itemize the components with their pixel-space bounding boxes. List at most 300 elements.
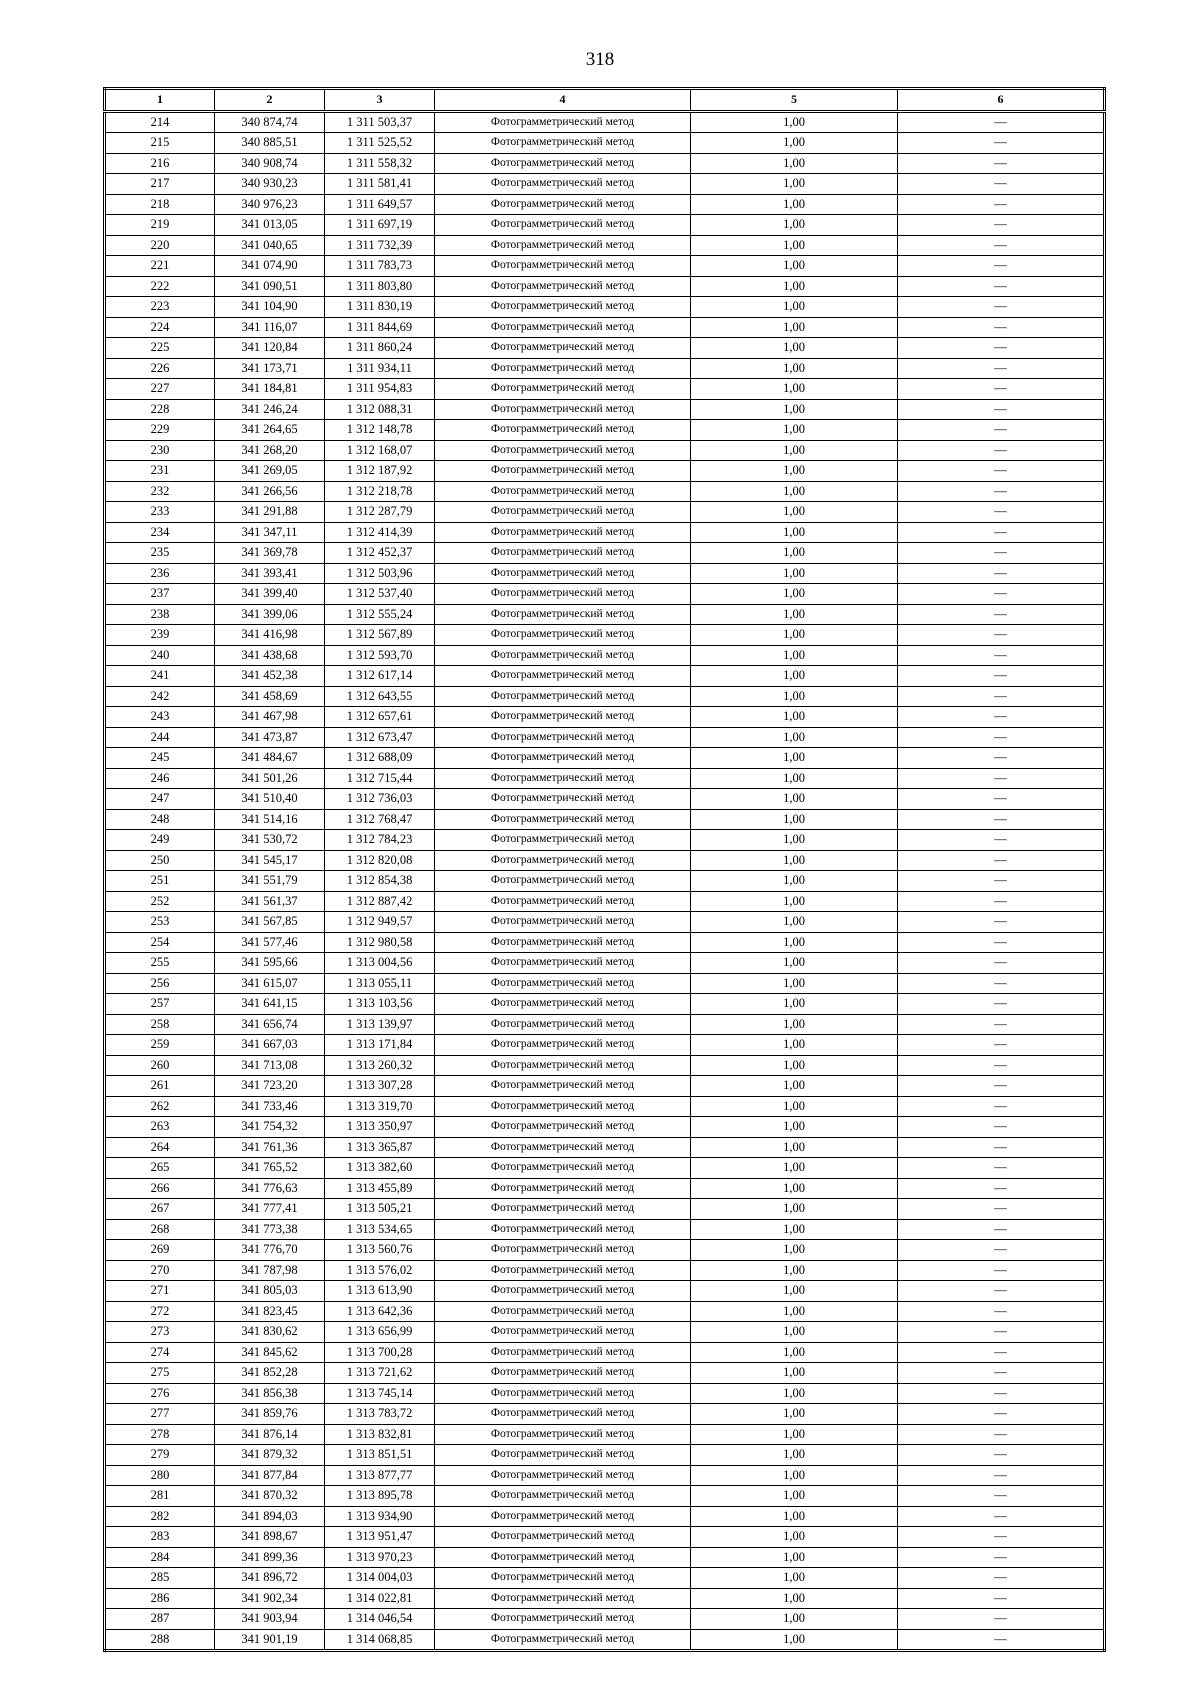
point-number-cell: 228 — [105, 399, 215, 420]
point-number-cell: 272 — [105, 1301, 215, 1322]
method-cell: Фотограмметрический метод — [435, 1363, 691, 1384]
coordinate-x-cell: 341 416,98 — [215, 625, 325, 646]
note-cell: — — [898, 1527, 1105, 1548]
note-cell: — — [898, 1588, 1105, 1609]
point-number-cell: 262 — [105, 1096, 215, 1117]
method-cell: Фотограмметрический метод — [435, 871, 691, 892]
accuracy-cell: 1,00 — [691, 235, 898, 256]
table-row — [105, 461, 1105, 482]
note-cell: — — [898, 133, 1105, 154]
point-number-cell: 214 — [105, 111, 215, 133]
coordinate-x-cell: 341 399,06 — [215, 604, 325, 625]
accuracy-cell: 1,00 — [691, 317, 898, 338]
point-number-cell: 255 — [105, 953, 215, 974]
coordinate-x-cell: 341 879,32 — [215, 1445, 325, 1466]
note-cell: — — [898, 276, 1105, 297]
accuracy-cell: 1,00 — [691, 1445, 898, 1466]
table-row — [105, 1527, 1105, 1548]
coordinate-y-cell: 1 313 783,72 — [325, 1404, 435, 1425]
coordinate-x-cell: 341 173,71 — [215, 358, 325, 379]
method-cell: Фотограмметрический метод — [435, 912, 691, 933]
coordinate-x-cell: 341 761,36 — [215, 1137, 325, 1158]
method-cell: Фотограмметрический метод — [435, 1547, 691, 1568]
accuracy-cell: 1,00 — [691, 194, 898, 215]
accuracy-cell: 1,00 — [691, 768, 898, 789]
coordinate-x-cell: 341 823,45 — [215, 1301, 325, 1322]
accuracy-cell: 1,00 — [691, 1547, 898, 1568]
point-number-cell: 254 — [105, 932, 215, 953]
accuracy-cell: 1,00 — [691, 686, 898, 707]
coordinate-x-cell: 340 976,23 — [215, 194, 325, 215]
coordinate-y-cell: 1 312 537,40 — [325, 584, 435, 605]
point-number-cell: 280 — [105, 1465, 215, 1486]
method-cell: Фотограмметрический метод — [435, 1445, 691, 1466]
table-row — [105, 1260, 1105, 1281]
method-cell: Фотограмметрический метод — [435, 235, 691, 256]
note-cell: — — [898, 645, 1105, 666]
coordinate-y-cell: 1 314 068,85 — [325, 1629, 435, 1651]
note-cell: — — [898, 522, 1105, 543]
coordinate-y-cell: 1 311 732,39 — [325, 235, 435, 256]
point-number-cell: 250 — [105, 850, 215, 871]
method-cell: Фотограмметрический метод — [435, 1588, 691, 1609]
coordinate-x-cell: 341 399,40 — [215, 584, 325, 605]
method-cell: Фотограмметрический метод — [435, 1486, 691, 1507]
coordinate-y-cell: 1 311 844,69 — [325, 317, 435, 338]
accuracy-cell: 1,00 — [691, 256, 898, 277]
coordinate-x-cell: 341 733,46 — [215, 1096, 325, 1117]
point-number-cell: 288 — [105, 1629, 215, 1651]
method-cell: Фотограмметрический метод — [435, 645, 691, 666]
table-row — [105, 502, 1105, 523]
point-number-cell: 238 — [105, 604, 215, 625]
method-cell: Фотограмметрический метод — [435, 1117, 691, 1138]
note-cell: — — [898, 666, 1105, 687]
method-cell: Фотограмметрический метод — [435, 420, 691, 441]
point-number-cell: 226 — [105, 358, 215, 379]
coordinate-x-cell: 341 484,67 — [215, 748, 325, 769]
coordinate-y-cell: 1 313 505,21 — [325, 1199, 435, 1220]
table-row — [105, 522, 1105, 543]
coordinate-y-cell: 1 313 642,36 — [325, 1301, 435, 1322]
coordinate-y-cell: 1 313 534,65 — [325, 1219, 435, 1240]
point-number-cell: 257 — [105, 994, 215, 1015]
coordinate-y-cell: 1 314 022,81 — [325, 1588, 435, 1609]
method-cell: Фотограмметрический метод — [435, 584, 691, 605]
table-row — [105, 1629, 1105, 1651]
point-number-cell: 283 — [105, 1527, 215, 1548]
note-cell: — — [898, 973, 1105, 994]
method-cell: Фотограмметрический метод — [435, 1199, 691, 1220]
coordinate-y-cell: 1 313 260,32 — [325, 1055, 435, 1076]
coordinate-x-cell: 341 845,62 — [215, 1342, 325, 1363]
accuracy-cell: 1,00 — [691, 932, 898, 953]
method-cell: Фотограмметрический метод — [435, 932, 691, 953]
coordinate-y-cell: 1 313 004,56 — [325, 953, 435, 974]
column-header-2: 2 — [215, 89, 325, 112]
note-cell: — — [898, 1383, 1105, 1404]
note-cell: — — [898, 1363, 1105, 1384]
table-row — [105, 932, 1105, 953]
coordinate-y-cell: 1 313 576,02 — [325, 1260, 435, 1281]
note-cell: — — [898, 338, 1105, 359]
accuracy-cell: 1,00 — [691, 133, 898, 154]
method-cell: Фотограмметрический метод — [435, 891, 691, 912]
point-number-cell: 275 — [105, 1363, 215, 1384]
accuracy-cell: 1,00 — [691, 1240, 898, 1261]
accuracy-cell: 1,00 — [691, 379, 898, 400]
coordinate-y-cell: 1 312 820,08 — [325, 850, 435, 871]
coordinate-y-cell: 1 312 452,37 — [325, 543, 435, 564]
note-cell: — — [898, 358, 1105, 379]
table-row — [105, 727, 1105, 748]
note-cell: — — [898, 174, 1105, 195]
coordinate-x-cell: 341 901,19 — [215, 1629, 325, 1651]
coordinate-x-cell: 341 852,28 — [215, 1363, 325, 1384]
point-number-cell: 271 — [105, 1281, 215, 1302]
note-cell: — — [898, 543, 1105, 564]
table-row — [105, 1137, 1105, 1158]
point-number-cell: 278 — [105, 1424, 215, 1445]
note-cell: — — [898, 1199, 1105, 1220]
note-cell: — — [898, 215, 1105, 236]
point-number-cell: 259 — [105, 1035, 215, 1056]
accuracy-cell: 1,00 — [691, 1014, 898, 1035]
note-cell: — — [898, 1096, 1105, 1117]
note-cell: — — [898, 1609, 1105, 1630]
point-number-cell: 263 — [105, 1117, 215, 1138]
coordinate-x-cell: 341 268,20 — [215, 440, 325, 461]
table-row — [105, 1322, 1105, 1343]
table-row — [105, 686, 1105, 707]
accuracy-cell: 1,00 — [691, 1301, 898, 1322]
coordinate-x-cell: 340 874,74 — [215, 111, 325, 133]
accuracy-cell: 1,00 — [691, 1117, 898, 1138]
coordinate-x-cell: 341 567,85 — [215, 912, 325, 933]
method-cell: Фотограмметрический метод — [435, 994, 691, 1015]
coordinate-x-cell: 341 184,81 — [215, 379, 325, 400]
note-cell: — — [898, 953, 1105, 974]
coordinate-y-cell: 1 311 581,41 — [325, 174, 435, 195]
method-cell: Фотограмметрический метод — [435, 850, 691, 871]
table-row — [105, 174, 1105, 195]
coordinate-x-cell: 341 473,87 — [215, 727, 325, 748]
coordinate-x-cell: 341 805,03 — [215, 1281, 325, 1302]
table-row — [105, 1014, 1105, 1035]
method-cell: Фотограмметрический метод — [435, 789, 691, 810]
method-cell: Фотограмметрический метод — [435, 686, 691, 707]
accuracy-cell: 1,00 — [691, 891, 898, 912]
point-number-cell: 253 — [105, 912, 215, 933]
method-cell: Фотограмметрический метод — [435, 809, 691, 830]
accuracy-cell: 1,00 — [691, 1383, 898, 1404]
table-row — [105, 1404, 1105, 1425]
column-header-3: 3 — [325, 89, 435, 112]
method-cell: Фотограмметрический метод — [435, 440, 691, 461]
point-number-cell: 240 — [105, 645, 215, 666]
method-cell: Фотограмметрический метод — [435, 1240, 691, 1261]
accuracy-cell: 1,00 — [691, 1342, 898, 1363]
accuracy-cell: 1,00 — [691, 1527, 898, 1548]
table-row — [105, 1158, 1105, 1179]
accuracy-cell: 1,00 — [691, 707, 898, 728]
point-number-cell: 261 — [105, 1076, 215, 1097]
coordinate-x-cell: 341 615,07 — [215, 973, 325, 994]
coordinate-y-cell: 1 312 657,61 — [325, 707, 435, 728]
coordinate-x-cell: 341 876,14 — [215, 1424, 325, 1445]
accuracy-cell: 1,00 — [691, 584, 898, 605]
point-number-cell: 260 — [105, 1055, 215, 1076]
point-number-cell: 282 — [105, 1506, 215, 1527]
accuracy-cell: 1,00 — [691, 1629, 898, 1651]
note-cell: — — [898, 420, 1105, 441]
table-row — [105, 1568, 1105, 1589]
note-cell: — — [898, 1281, 1105, 1302]
coordinate-y-cell: 1 313 934,90 — [325, 1506, 435, 1527]
table-row — [105, 789, 1105, 810]
point-number-cell: 237 — [105, 584, 215, 605]
note-cell: — — [898, 1301, 1105, 1322]
note-cell: — — [898, 1568, 1105, 1589]
table-row — [105, 1609, 1105, 1630]
method-cell: Фотограмметрический метод — [435, 1219, 691, 1240]
note-cell: — — [898, 563, 1105, 584]
accuracy-cell: 1,00 — [691, 1035, 898, 1056]
point-number-cell: 217 — [105, 174, 215, 195]
point-number-cell: 269 — [105, 1240, 215, 1261]
accuracy-cell: 1,00 — [691, 1158, 898, 1179]
header-row — [105, 89, 1105, 112]
coordinate-y-cell: 1 312 187,92 — [325, 461, 435, 482]
table-row — [105, 1547, 1105, 1568]
accuracy-cell: 1,00 — [691, 440, 898, 461]
table-row — [105, 194, 1105, 215]
coordinate-y-cell: 1 312 218,78 — [325, 481, 435, 502]
coordinate-x-cell: 341 347,11 — [215, 522, 325, 543]
point-number-cell: 246 — [105, 768, 215, 789]
coordinate-x-cell: 341 877,84 — [215, 1465, 325, 1486]
point-number-cell: 273 — [105, 1322, 215, 1343]
method-cell: Фотограмметрический метод — [435, 1629, 691, 1651]
method-cell: Фотограмметрический метод — [435, 1506, 691, 1527]
coordinate-x-cell: 341 870,32 — [215, 1486, 325, 1507]
coordinate-y-cell: 1 311 934,11 — [325, 358, 435, 379]
table-row — [105, 871, 1105, 892]
accuracy-cell: 1,00 — [691, 809, 898, 830]
method-cell: Фотограмметрический метод — [435, 215, 691, 236]
table-row — [105, 953, 1105, 974]
table-row — [105, 625, 1105, 646]
coordinate-x-cell: 341 776,70 — [215, 1240, 325, 1261]
method-cell: Фотограмметрический метод — [435, 153, 691, 174]
table-row — [105, 133, 1105, 154]
table-row — [105, 1076, 1105, 1097]
note-cell: — — [898, 1465, 1105, 1486]
coordinate-x-cell: 341 641,15 — [215, 994, 325, 1015]
point-number-cell: 243 — [105, 707, 215, 728]
coordinate-x-cell: 341 013,05 — [215, 215, 325, 236]
note-cell: — — [898, 932, 1105, 953]
method-cell: Фотограмметрический метод — [435, 666, 691, 687]
column-header-1: 1 — [105, 89, 215, 112]
note-cell: — — [898, 625, 1105, 646]
accuracy-cell: 1,00 — [691, 1199, 898, 1220]
accuracy-cell: 1,00 — [691, 1322, 898, 1343]
table-row — [105, 707, 1105, 728]
note-cell: — — [898, 1158, 1105, 1179]
accuracy-cell: 1,00 — [691, 297, 898, 318]
note-cell: — — [898, 604, 1105, 625]
point-number-cell: 265 — [105, 1158, 215, 1179]
note-cell: — — [898, 235, 1105, 256]
point-number-cell: 229 — [105, 420, 215, 441]
note-cell: — — [898, 1117, 1105, 1138]
coordinate-x-cell: 341 530,72 — [215, 830, 325, 851]
coordinate-x-cell: 341 595,66 — [215, 953, 325, 974]
accuracy-cell: 1,00 — [691, 1137, 898, 1158]
coordinate-x-cell: 341 765,52 — [215, 1158, 325, 1179]
accuracy-cell: 1,00 — [691, 789, 898, 810]
method-cell: Фотограмметрический метод — [435, 338, 691, 359]
coordinate-x-cell: 341 656,74 — [215, 1014, 325, 1035]
accuracy-cell: 1,00 — [691, 399, 898, 420]
coordinate-y-cell: 1 312 688,09 — [325, 748, 435, 769]
point-number-cell: 248 — [105, 809, 215, 830]
coordinate-y-cell: 1 311 783,73 — [325, 256, 435, 277]
point-number-cell: 264 — [105, 1137, 215, 1158]
point-number-cell: 266 — [105, 1178, 215, 1199]
note-cell: — — [898, 153, 1105, 174]
point-number-cell: 277 — [105, 1404, 215, 1425]
accuracy-cell: 1,00 — [691, 461, 898, 482]
point-number-cell: 230 — [105, 440, 215, 461]
coordinate-y-cell: 1 313 319,70 — [325, 1096, 435, 1117]
table-row — [105, 1424, 1105, 1445]
table-row — [105, 440, 1105, 461]
note-cell: — — [898, 1486, 1105, 1507]
table-row — [105, 1465, 1105, 1486]
point-number-cell: 245 — [105, 748, 215, 769]
column-header-5: 5 — [691, 89, 898, 112]
coordinate-y-cell: 1 313 382,60 — [325, 1158, 435, 1179]
table-row — [105, 1199, 1105, 1220]
coordinate-y-cell: 1 313 745,14 — [325, 1383, 435, 1404]
table-row — [105, 276, 1105, 297]
point-number-cell: 235 — [105, 543, 215, 564]
table-row — [105, 850, 1105, 871]
coordinate-x-cell: 341 269,05 — [215, 461, 325, 482]
coordinate-x-cell: 341 291,88 — [215, 502, 325, 523]
coordinate-x-cell: 341 458,69 — [215, 686, 325, 707]
coordinate-y-cell: 1 313 877,77 — [325, 1465, 435, 1486]
coordinate-x-cell: 341 266,56 — [215, 481, 325, 502]
note-cell: — — [898, 1076, 1105, 1097]
note-cell: — — [898, 461, 1105, 482]
coordinate-x-cell: 341 040,65 — [215, 235, 325, 256]
coordinate-x-cell: 341 754,32 — [215, 1117, 325, 1138]
note-cell: — — [898, 727, 1105, 748]
note-cell: — — [898, 1629, 1105, 1651]
point-number-cell: 276 — [105, 1383, 215, 1404]
coordinate-x-cell: 341 859,76 — [215, 1404, 325, 1425]
coordinate-y-cell: 1 313 307,28 — [325, 1076, 435, 1097]
accuracy-cell: 1,00 — [691, 1424, 898, 1445]
method-cell: Фотограмметрический метод — [435, 1281, 691, 1302]
point-number-cell: 247 — [105, 789, 215, 810]
coordinate-y-cell: 1 313 365,87 — [325, 1137, 435, 1158]
accuracy-cell: 1,00 — [691, 111, 898, 133]
coordinate-x-cell: 341 899,36 — [215, 1547, 325, 1568]
note-cell: — — [898, 440, 1105, 461]
method-cell: Фотограмметрический метод — [435, 276, 691, 297]
note-cell: — — [898, 584, 1105, 605]
coordinate-y-cell: 1 312 593,70 — [325, 645, 435, 666]
point-number-cell: 241 — [105, 666, 215, 687]
coordinate-x-cell: 341 264,65 — [215, 420, 325, 441]
table-row — [105, 215, 1105, 236]
method-cell: Фотограмметрический метод — [435, 1301, 691, 1322]
table-row — [105, 584, 1105, 605]
accuracy-cell: 1,00 — [691, 666, 898, 687]
point-number-cell: 222 — [105, 276, 215, 297]
note-cell: — — [898, 1404, 1105, 1425]
point-number-cell: 218 — [105, 194, 215, 215]
point-number-cell: 220 — [105, 235, 215, 256]
coordinate-y-cell: 1 312 555,24 — [325, 604, 435, 625]
point-number-cell: 256 — [105, 973, 215, 994]
method-cell: Фотограмметрический метод — [435, 174, 691, 195]
coordinate-y-cell: 1 313 721,62 — [325, 1363, 435, 1384]
coordinate-x-cell: 341 773,38 — [215, 1219, 325, 1240]
method-cell: Фотограмметрический метод — [435, 973, 691, 994]
coordinate-x-cell: 341 551,79 — [215, 871, 325, 892]
coordinate-x-cell: 341 514,16 — [215, 809, 325, 830]
method-cell: Фотограмметрический метод — [435, 625, 691, 646]
accuracy-cell: 1,00 — [691, 727, 898, 748]
note-cell: — — [898, 1342, 1105, 1363]
coordinates-table-container — [103, 87, 1103, 1652]
method-cell: Фотограмметрический метод — [435, 1609, 691, 1630]
coordinate-y-cell: 1 312 784,23 — [325, 830, 435, 851]
accuracy-cell: 1,00 — [691, 1096, 898, 1117]
coordinate-y-cell: 1 313 350,97 — [325, 1117, 435, 1138]
accuracy-cell: 1,00 — [691, 604, 898, 625]
coordinate-y-cell: 1 312 088,31 — [325, 399, 435, 420]
point-number-cell: 286 — [105, 1588, 215, 1609]
column-header-6: 6 — [898, 89, 1105, 112]
coordinate-y-cell: 1 313 951,47 — [325, 1527, 435, 1548]
coordinate-x-cell: 341 393,41 — [215, 563, 325, 584]
table-row — [105, 379, 1105, 400]
point-number-cell: 242 — [105, 686, 215, 707]
table-row — [105, 1301, 1105, 1322]
accuracy-cell: 1,00 — [691, 645, 898, 666]
point-number-cell: 223 — [105, 297, 215, 318]
note-cell: — — [898, 994, 1105, 1015]
method-cell: Фотограмметрический метод — [435, 1322, 691, 1343]
coordinate-y-cell: 1 312 715,44 — [325, 768, 435, 789]
coordinate-x-cell: 341 777,41 — [215, 1199, 325, 1220]
point-number-cell: 251 — [105, 871, 215, 892]
method-cell: Фотограмметрический метод — [435, 1178, 691, 1199]
coordinate-x-cell: 341 369,78 — [215, 543, 325, 564]
table-row — [105, 1055, 1105, 1076]
table-row — [105, 1342, 1105, 1363]
table-row — [105, 399, 1105, 420]
method-cell: Фотограмметрический метод — [435, 358, 691, 379]
coordinate-y-cell: 1 311 860,24 — [325, 338, 435, 359]
note-cell: — — [898, 1035, 1105, 1056]
